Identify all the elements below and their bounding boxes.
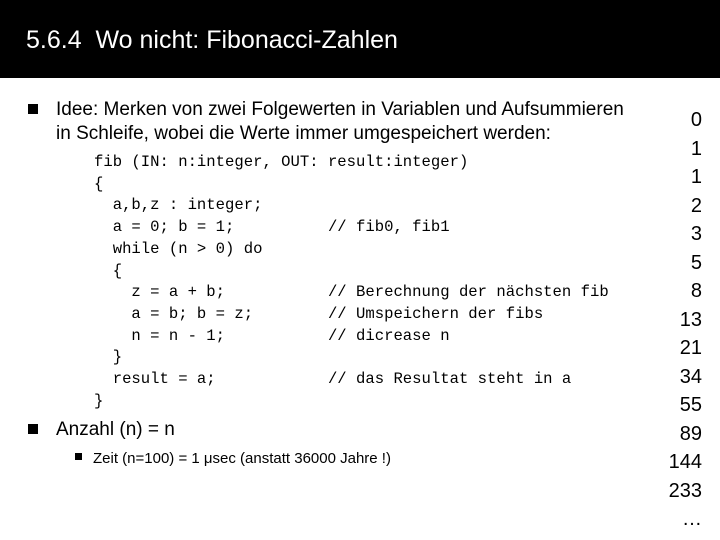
code-line: while (n > 0) do — [94, 239, 263, 258]
code-line: a = 0; b = 1; // fib0, fib1 — [94, 218, 450, 237]
bullet-idea-line1: Idee: Merken von zwei Folgewerten in Variablen und Aufsummieren — [56, 99, 624, 120]
fib-number: 21 — [679, 337, 702, 359]
sub-bullet-time: Zeit (n=100) = 1 μsec (anstatt 36000 Jahre !) — [93, 450, 391, 467]
fib-number: 2 — [690, 194, 702, 217]
fib-number: 8 — [690, 280, 702, 302]
fib-number: 144 — [668, 451, 702, 473]
sub-bullet-square — [75, 453, 82, 460]
fib-number: 0 — [690, 109, 702, 131]
code-block — [94, 152, 609, 412]
bullet-count: Anzahl (n) = n — [56, 419, 175, 440]
fib-number: 1 — [690, 137, 702, 160]
code-line: } — [94, 391, 104, 410]
fib-number: 13 — [679, 308, 702, 331]
slide-header — [0, 0, 720, 78]
code-line: z = a + b; // Berechnung der nächsten fib — [94, 283, 609, 302]
bullet-idea-line2: in Schleife, wobei die Werte immer umgespeichert werden: — [56, 123, 551, 144]
code-line: { — [94, 174, 104, 193]
code-line: } — [94, 348, 123, 367]
bullet-square — [28, 104, 38, 114]
fib-ellipsis: … — [682, 508, 702, 530]
slide-title: 5.6.4 Wo nicht: Fibonacci-Zahlen — [26, 26, 398, 54]
fib-number: 233 — [668, 479, 702, 502]
fibonacci-sequence — [652, 106, 702, 534]
code-line: a,b,z : integer; — [94, 196, 263, 215]
code-line: result = a; // das Resultat steht in a — [94, 370, 572, 389]
code-line: { — [94, 261, 123, 280]
code-line: n = n - 1; // dicrease n — [94, 326, 450, 345]
fib-number: 3 — [690, 223, 702, 245]
bullet-square — [28, 424, 38, 434]
code-line: fib (IN: n:integer, OUT: result:integer) — [94, 153, 469, 171]
fib-number: 5 — [690, 251, 702, 274]
code-line: a = b; b = z; // Umspeichern der fibs — [94, 304, 544, 323]
fib-number: 55 — [679, 394, 702, 416]
fib-number: 34 — [679, 365, 702, 388]
fib-number: 1 — [690, 166, 702, 188]
fib-number: 89 — [679, 422, 702, 445]
